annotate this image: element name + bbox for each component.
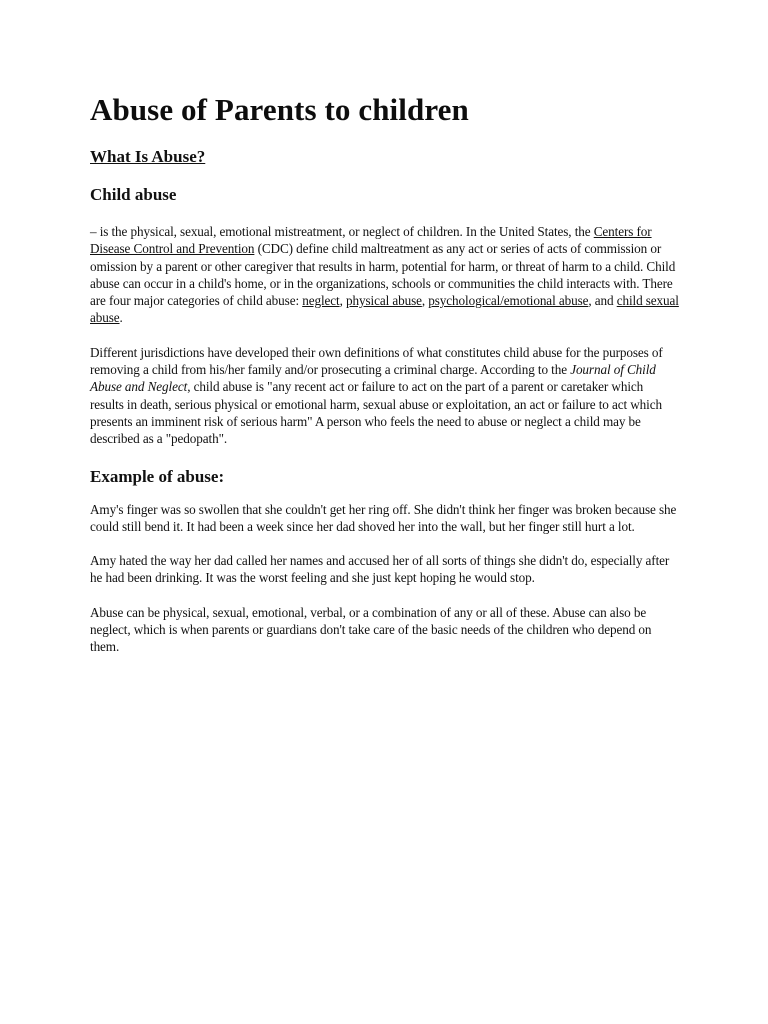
journal-title: Journal of Child Abuse and Neglect xyxy=(90,362,656,395)
jurisdictions-text-2: , child abuse is "any recent act or failure to act on the part of a parent or caretaker which results in death, serious physical or emotional harm, sexual abuse or exploitation, an act or failure to act which presents an imminent risk of serious harm" A person who feels the need to abuse or neglect a child may be described as a "pedopath". xyxy=(90,379,662,447)
example-heading: Example of abuse: xyxy=(90,466,225,486)
jurisdictions-paragraph xyxy=(90,344,680,448)
cdc-link[interactable]: Centers for Disease Control and Prevention xyxy=(90,224,652,257)
page-title: Abuse of Parents to children xyxy=(90,92,469,127)
definition-text-2: (CDC) define child maltreatment as any act or series of acts of commission or omission by a parent or other caregiver that results in harm, potential for harm, or threat of harm to a child. Child abuse can occur in a child's home, or in the organizations, schools or communities the child interacts with. There are four major categories of child abuse: xyxy=(90,241,676,309)
separator-text: , xyxy=(339,293,346,309)
document-page xyxy=(90,90,680,656)
separator-text: , xyxy=(421,293,429,309)
period-text: . xyxy=(119,310,123,326)
what-is-abuse-heading: What Is Abuse? xyxy=(90,147,206,166)
neglect-link[interactable]: neglect xyxy=(302,293,340,309)
psychological-abuse-link[interactable]: psychological/emotional abuse xyxy=(428,293,589,309)
physical-abuse-link[interactable]: physical abuse xyxy=(346,293,422,309)
child-sexual-abuse-link[interactable]: child sexual abuse xyxy=(90,293,679,326)
example-paragraph-1: Amy's finger was so swollen that she couldn't get her ring off. She didn't think her finger was broken because she could still bend it. It had been a week since her dad shoved her into the wall, but her finger still hurt a lot. xyxy=(90,501,677,534)
definition-text-1: – is the physical, sexual, emotional mistreatment, or neglect of children. In the United States, the xyxy=(90,224,594,239)
jurisdictions-text-1: Different jurisdictions have developed their own definitions of what constitutes child abuse for the purposes of removing a child from his/her family and/or prosecuting a criminal charge. According to the xyxy=(90,344,663,378)
child-abuse-heading: Child abuse xyxy=(90,185,177,204)
example-paragraph-2: Amy hated the way her dad called her names and accused her of all sorts of things she didn't do, especially after he had been drinking. It was the worst feeling and she just kept hoping he would stop. xyxy=(90,553,670,586)
separator-text: , and xyxy=(588,293,617,309)
example-paragraph-3: Abuse can be physical, sexual, emotional, verbal, or a combination of any or all of these. Abuse can also be neglect, which is when parents or guardians don't take care of the basic needs of the children who depend on them. xyxy=(90,604,652,655)
definition-paragraph xyxy=(90,223,680,327)
